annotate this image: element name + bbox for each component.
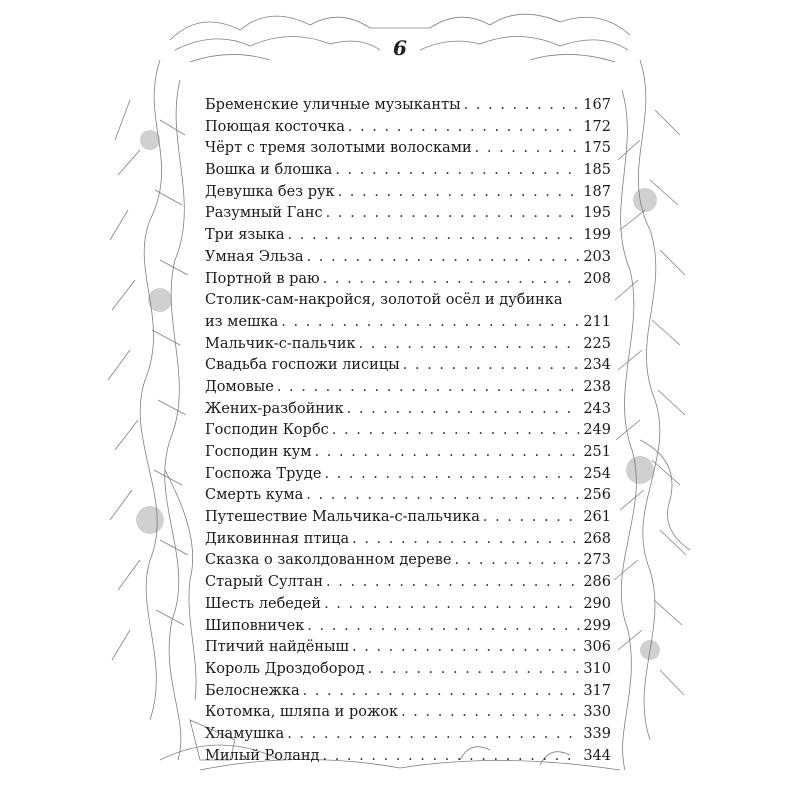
entry-page-number: 339 — [583, 725, 611, 742]
toc-entry — [205, 442, 611, 464]
entry-title: Чёрт с тремя золотыми волосками — [205, 140, 472, 157]
leader-dots — [307, 616, 580, 638]
toc-entry — [205, 637, 611, 659]
toc-entry — [205, 616, 611, 638]
leader-dots — [323, 269, 581, 291]
entry-title: Девушка без рук — [205, 183, 335, 200]
leader-dots — [359, 334, 581, 356]
entry-title: Птичий найдёныш — [205, 639, 350, 656]
leader-dots — [326, 203, 581, 225]
leader-dots — [315, 442, 581, 464]
toc-entry — [205, 659, 611, 681]
entry-title: Хламушка — [205, 725, 285, 742]
entry-title-continuation: из мешка — [205, 313, 279, 330]
entry-page-number: 254 — [583, 465, 611, 482]
entry-title: Путешествие Мальчика-с-пальчика — [205, 509, 480, 526]
toc-entry — [205, 160, 611, 182]
toc-entry — [205, 269, 611, 291]
entry-title: Бременские уличные музыканты — [205, 97, 461, 113]
entry-page-number: 310 — [583, 660, 611, 677]
entry-page-number: 234 — [583, 357, 611, 374]
entry-page-number: 249 — [583, 422, 611, 439]
entry-title: Столик-сам-накройся, золотой осёл и дубинка — [205, 292, 563, 309]
entry-page-number: 195 — [583, 205, 611, 222]
entry-title: Вошка и блошка — [205, 162, 333, 179]
entry-title: Милый Роланд — [205, 747, 320, 764]
leader-dots — [403, 355, 581, 377]
entry-page-number: 251 — [583, 444, 611, 460]
entry-page-number: 167 — [583, 97, 611, 113]
entry-title: Смерть кума — [205, 487, 304, 504]
toc-entry — [205, 594, 611, 616]
toc-entry — [205, 399, 611, 421]
leader-dots — [338, 182, 581, 204]
entry-page-number: 261 — [583, 509, 611, 526]
entry-title: Жених-разбойник — [205, 400, 344, 417]
entry-title: Белоснежка — [205, 682, 300, 699]
leader-dots — [303, 681, 581, 703]
toc-entry — [205, 507, 611, 529]
entry-page-number: 185 — [583, 162, 611, 179]
toc-entry — [205, 225, 611, 247]
toc-entry — [205, 117, 611, 139]
toc-entry — [205, 290, 611, 333]
leader-dots — [326, 572, 580, 594]
entry-page-number: 172 — [583, 118, 611, 135]
leader-dots — [352, 637, 580, 659]
leader-dots — [307, 247, 581, 269]
entry-title: Господин кум — [205, 444, 312, 460]
leader-dots — [347, 399, 581, 421]
table-of-contents — [205, 95, 611, 767]
toc-entry — [205, 377, 611, 399]
leader-dots — [281, 312, 580, 334]
entry-page-number: 268 — [583, 530, 611, 547]
toc-entry — [205, 464, 611, 486]
entry-page-number: 330 — [583, 704, 611, 721]
leader-dots — [335, 160, 580, 182]
entry-page-number: 286 — [583, 574, 611, 591]
entry-title: Шесть лебедей — [205, 595, 322, 612]
toc-entry — [205, 334, 611, 356]
entry-title: Домовые — [205, 378, 274, 395]
entry-title: Портной в раю — [205, 270, 320, 287]
leader-dots — [324, 464, 580, 486]
entry-title: Котомка, шляпа и рожок — [205, 704, 399, 721]
entry-page-number: 175 — [583, 140, 611, 157]
entry-page-number: 306 — [583, 639, 611, 656]
toc-entry — [205, 138, 611, 160]
toc-entry — [205, 485, 611, 507]
leader-dots — [288, 225, 581, 247]
entry-title: Господин Корбс — [205, 422, 329, 439]
toc-entry — [205, 95, 611, 117]
leader-dots — [277, 377, 581, 399]
entry-title: Умная Эльза — [205, 248, 304, 265]
entry-page-number: 225 — [583, 335, 611, 352]
toc-entry — [205, 355, 611, 377]
leader-dots — [332, 420, 581, 442]
toc-entry — [205, 182, 611, 204]
toc-entry — [205, 203, 611, 225]
leader-dots — [348, 117, 580, 139]
leader-dots — [464, 95, 581, 117]
entry-title: Шиповничек — [205, 617, 305, 634]
toc-entry — [205, 572, 611, 594]
entry-page-number: 256 — [583, 487, 611, 504]
entry-page-number: 187 — [583, 183, 611, 200]
entry-page-number: 344 — [583, 747, 611, 764]
entry-page-number: 317 — [583, 682, 611, 699]
leader-dots — [454, 550, 580, 572]
entry-page-number: 208 — [583, 270, 611, 287]
leader-dots — [483, 507, 580, 529]
toc-entry — [205, 702, 611, 724]
entry-title: Три языка — [205, 227, 285, 244]
leader-dots — [401, 702, 580, 724]
entry-page-number: 203 — [583, 248, 611, 265]
entry-page-number: 290 — [583, 595, 611, 612]
leader-dots — [324, 594, 580, 616]
entry-title: Мальчик-с-пальчик — [205, 335, 356, 352]
leader-dots — [287, 724, 580, 746]
toc-entry — [205, 550, 611, 572]
entry-title: Сказка о заколдованном дереве — [205, 552, 452, 569]
toc-entry — [205, 420, 611, 442]
entry-title: Разумный Ганс — [205, 205, 323, 222]
leader-dots — [367, 659, 580, 681]
toc-entry — [205, 746, 611, 768]
entry-title: Диковинная птица — [205, 530, 350, 547]
toc-entry — [205, 529, 611, 551]
leader-dots — [306, 485, 580, 507]
entry-title: Госпожа Труде — [205, 465, 322, 482]
entry-page-number: 211 — [583, 313, 611, 330]
entry-title: Король Дроздобород — [205, 660, 365, 677]
page-number: 6 — [393, 36, 407, 60]
entry-page-number: 273 — [583, 552, 611, 569]
entry-title: Поющая косточка — [205, 118, 345, 135]
leader-dots — [352, 529, 580, 551]
entry-title: Старый Султан — [205, 574, 324, 591]
leader-dots — [322, 746, 580, 768]
entry-title: Свадьба госпожи лисицы — [205, 357, 400, 374]
toc-entry — [205, 247, 611, 269]
entry-page-number: 199 — [583, 227, 611, 244]
toc-entry — [205, 681, 611, 703]
leader-dots — [475, 138, 581, 160]
entry-page-number: 243 — [583, 400, 611, 417]
toc-entry — [205, 724, 611, 746]
entry-page-number: 299 — [583, 617, 611, 634]
entry-page-number: 238 — [583, 378, 611, 395]
